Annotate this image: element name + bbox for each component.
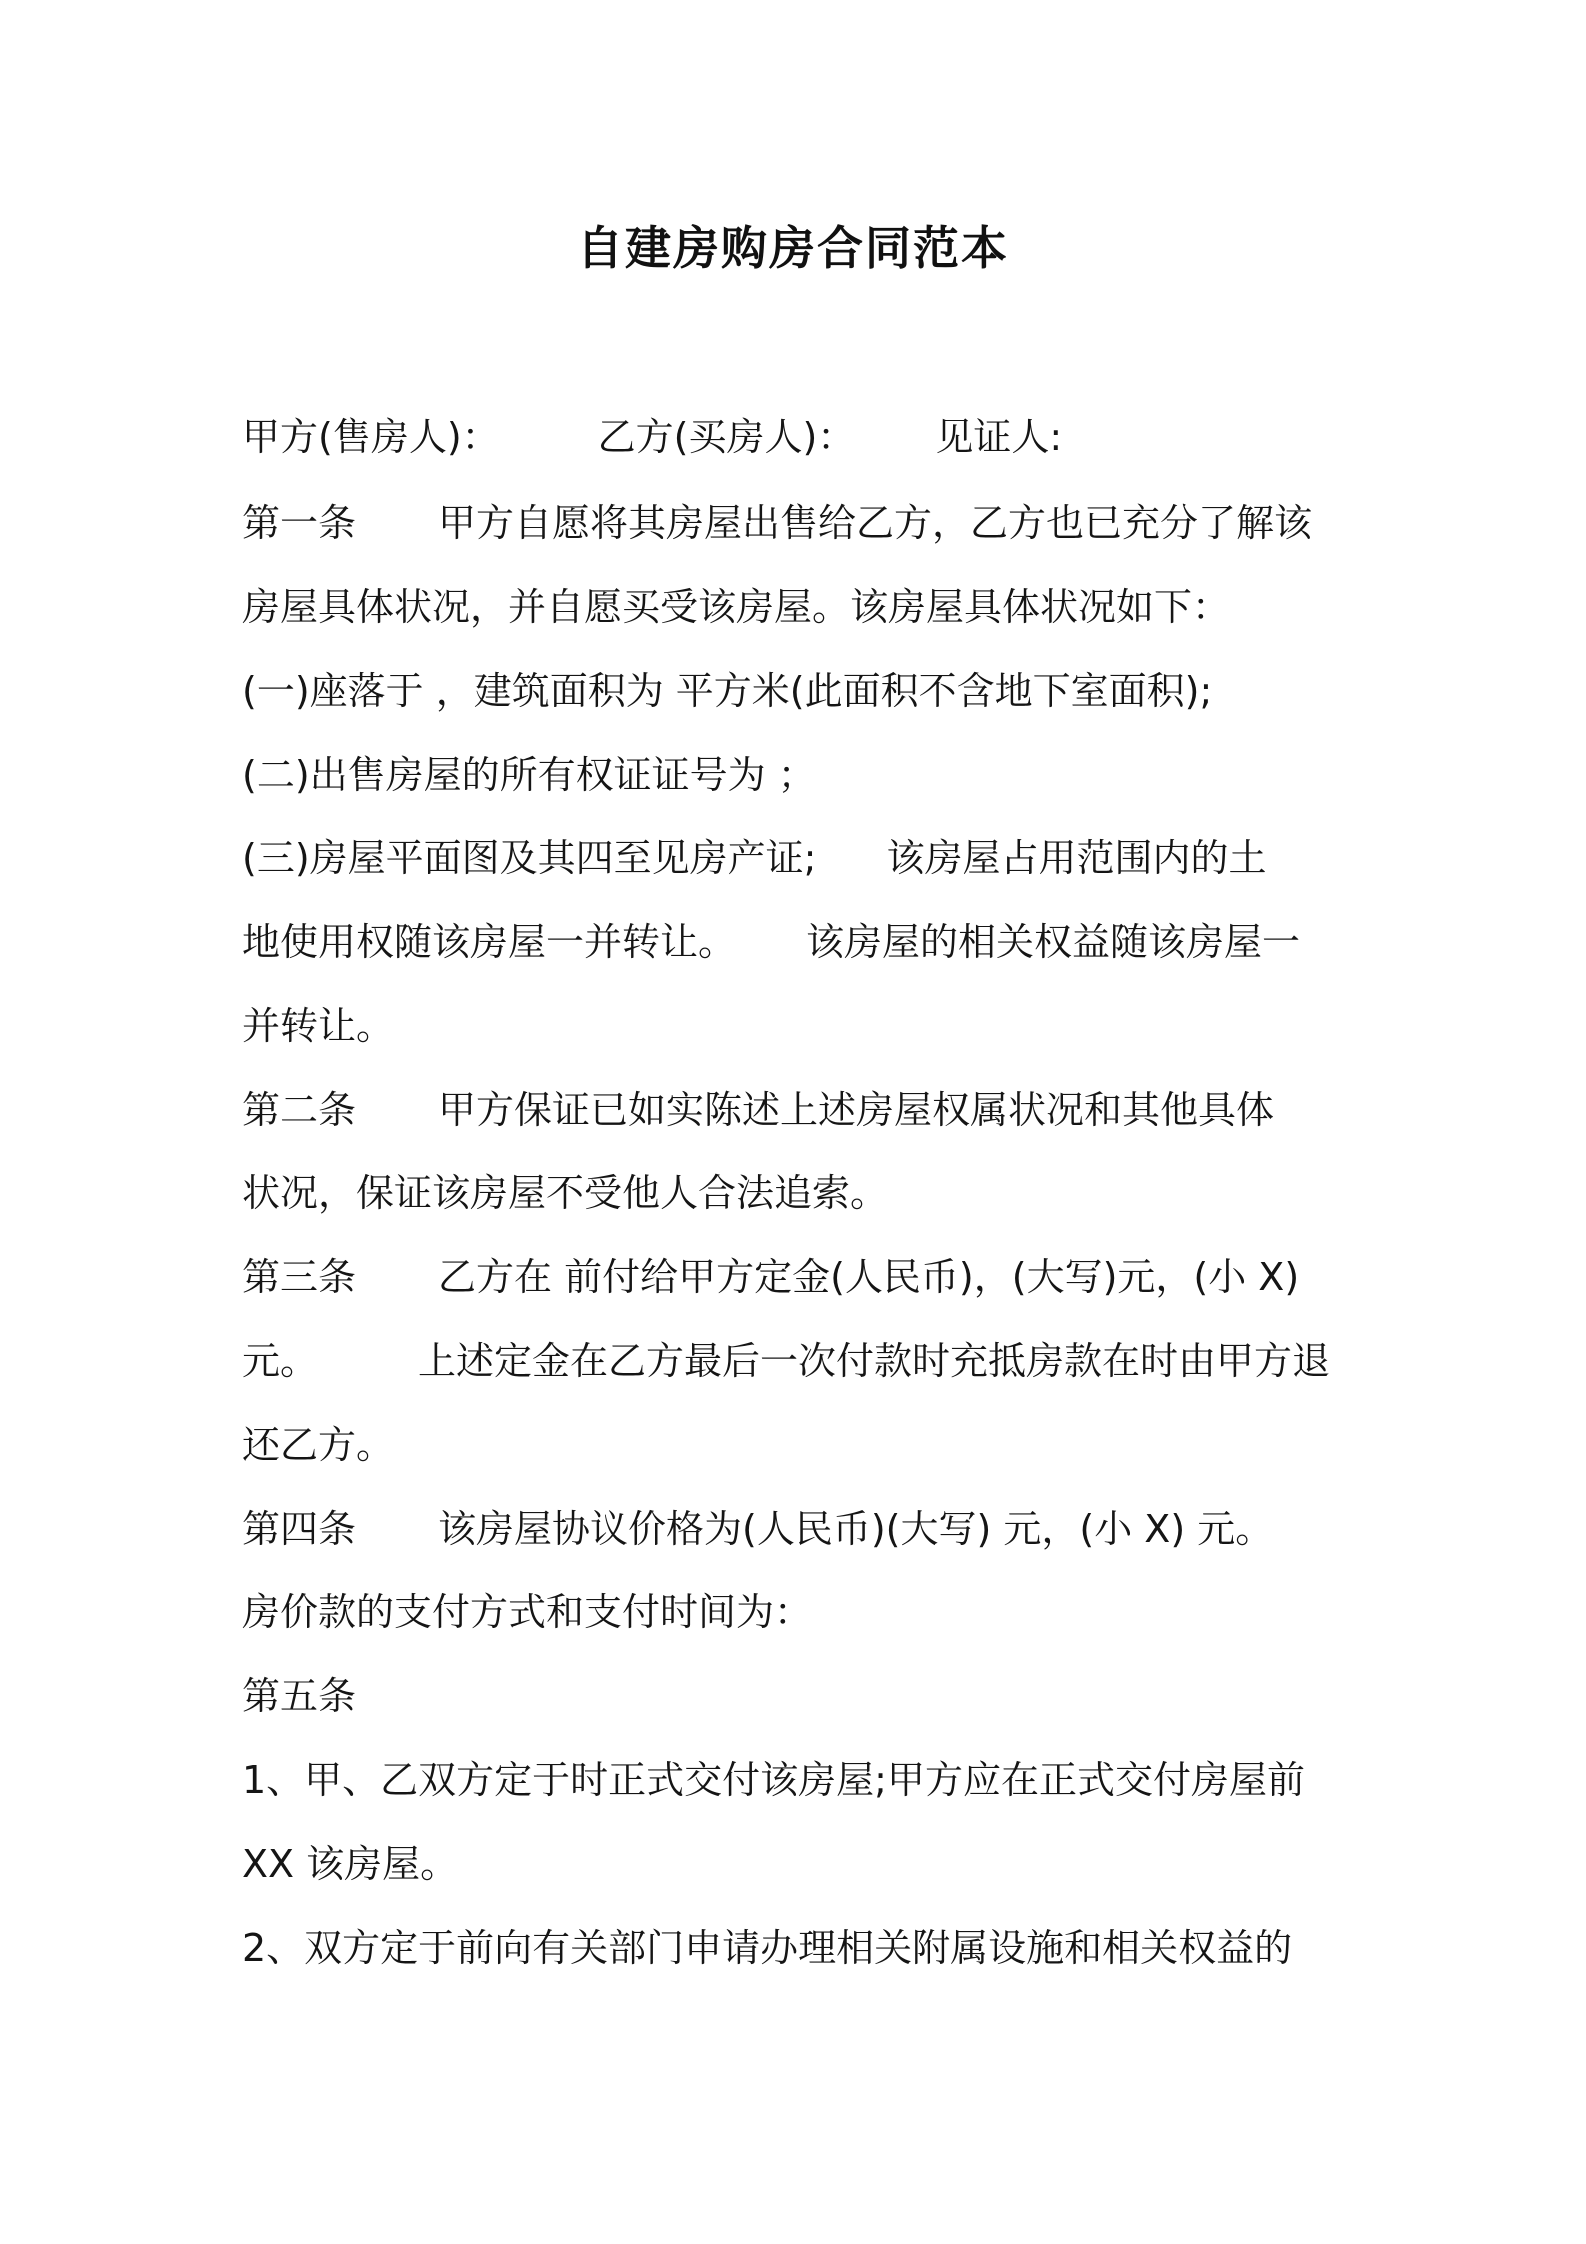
article-2-line-1	[242, 1085, 1274, 1135]
article-1-line-6-b: 该房屋的相关权益随该房屋一	[806, 920, 1301, 964]
article-4-line-2: 房价款的支付方式和支付时间为：	[242, 1590, 813, 1634]
article-1-item-2: (二)出售房屋的所有权证证号为 ；	[242, 753, 816, 797]
article-1-text-1: 甲方自愿将其房屋出售给乙方，乙方也已充分了解该	[438, 501, 1313, 545]
article-4-label: 第四条	[242, 1507, 357, 1551]
article-3-line-2-a: 元。	[242, 1339, 319, 1383]
article-2-label: 第二条	[242, 1088, 357, 1132]
article-1-line-1	[242, 498, 1312, 548]
article-1-label: 第一条	[242, 501, 357, 545]
article-1-item-1: (一)座落于 ，建筑面积为 平方米(此面积不含地下室面积);	[242, 669, 1213, 713]
article-5-label: 第五条	[242, 1674, 357, 1718]
article-3-label: 第三条	[242, 1255, 357, 1299]
article-4-text-1: 该房屋协议价格为(人民币)(大写) 元，(小 X) 元。	[438, 1507, 1274, 1551]
article-5-item-2: 2、双方定于前向有关部门申请办理相关附属设施和相关权益的	[242, 1926, 1293, 1970]
article-2-text-1: 甲方保证已如实陈述上述房屋权属状况和其他具体	[438, 1088, 1275, 1132]
article-3-line-2-b: 上述定金在乙方最后一次付款时充抵房款在时由甲方退	[418, 1339, 1331, 1383]
article-1-item-3	[242, 833, 1266, 883]
article-5-item-1-cont: XX 该房屋。	[242, 1842, 459, 1886]
article-4-line-1	[242, 1504, 1273, 1554]
witness-label: 见证人:	[935, 415, 1063, 459]
article-3-line-3: 还乙方。	[242, 1423, 395, 1467]
article-1-line-7: 并转让。	[242, 1004, 395, 1048]
article-1-line-6-a: 地使用权随该房屋一并转让。	[242, 920, 737, 964]
article-1-line-6	[242, 917, 1300, 967]
article-1-item-3-a: (三)房屋平面图及其四至见房产证;	[242, 836, 817, 880]
document-title: 自建房购房合同范本	[577, 221, 1009, 275]
article-3-text-1: 乙方在 前付给甲方定金(人民币)，(大写)元，(小 X)	[438, 1255, 1300, 1299]
buyer-label: 乙方(买房人)：	[597, 415, 856, 459]
parties-line	[242, 412, 1062, 462]
article-1-line-2: 房屋具体状况，并自愿买受该房屋。该房屋具体状况如下：	[242, 585, 1231, 629]
article-3-line-1	[242, 1252, 1299, 1302]
article-1-item-3-b: 该房屋占用范围内的土	[886, 836, 1267, 880]
article-5-item-1: 1、甲、乙双方定于时正式交付该房屋;甲方应在正式交付房屋前	[242, 1758, 1305, 1802]
article-3-line-2	[242, 1336, 1330, 1386]
seller-label: 甲方(售房人)：	[242, 415, 500, 459]
article-2-line-2: 状况，保证该房屋不受他人合法追索。	[242, 1171, 889, 1215]
